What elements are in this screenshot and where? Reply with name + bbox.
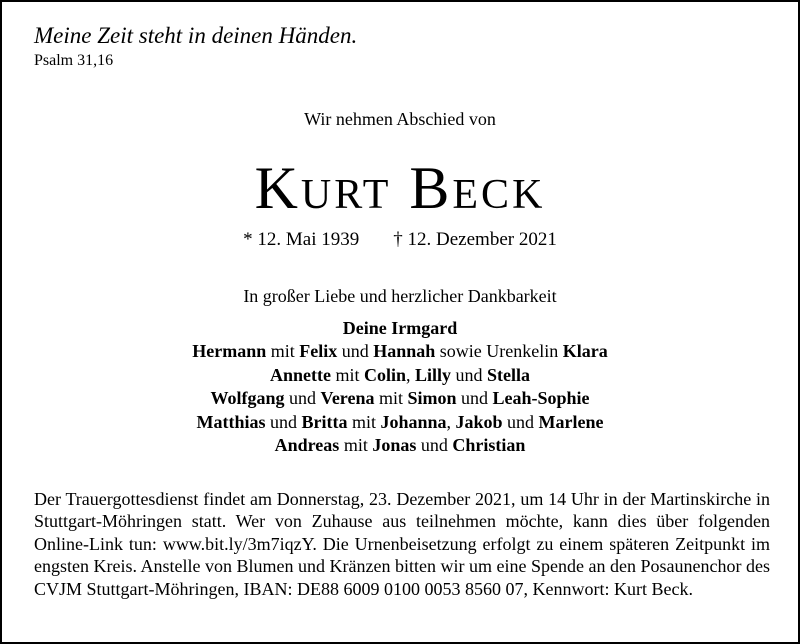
mourner-connector: , xyxy=(406,364,415,385)
mourner-connector: und xyxy=(416,435,453,456)
mourner-connector: sowie Urenkelin xyxy=(435,341,563,362)
mourner-connector: mit xyxy=(347,411,381,432)
mourner-line xyxy=(2,434,798,457)
mourner-line xyxy=(2,340,798,363)
mourner-connector: und xyxy=(456,388,493,409)
mourner-name: Johanna xyxy=(380,411,447,432)
mourner-name: Felix xyxy=(299,341,338,362)
mourner-name: Jakob xyxy=(455,411,503,432)
mourner-connector: mit xyxy=(374,388,408,409)
mourner-name: Verena xyxy=(320,388,375,409)
mourner-line xyxy=(2,364,798,387)
intro-text: Wir nehmen Abschied von xyxy=(304,109,496,129)
service-information: Der Trauergottesdienst findet am Donnerstag, 23. Dezember 2021, um 14 Uhr in der Martinskirche in Stuttgart-Möhringen statt. Wer von Zuhause aus teilnehmen möchte, kann dies über folgenden Online-Link tun: www.bit.ly/3m7iqzY. Die Urnenbeisetzung erfolgt zu einem späteren Zeitpunkt im engsten Kreis. Anstelle von Blumen und Kränzen bitten wir um eine Spende an den Posaunenchor des CVJM Stuttgart-Möhringen, IBAN: DE88 6009 0100 0053 8560 07, Kennwort: Kurt Beck. xyxy=(34,489,770,599)
life-dates xyxy=(2,228,798,252)
motto-quote: Meine Zeit steht in deinen Händen. xyxy=(34,23,358,48)
mourner-line xyxy=(2,317,798,340)
mourner-name: Jonas xyxy=(372,435,417,456)
mourner-connector: , xyxy=(446,411,456,432)
mourner-name: Britta xyxy=(301,411,348,432)
death-date: † 12. Dezember 2021 xyxy=(393,229,557,250)
mourner-name: Hermann xyxy=(192,341,267,362)
mourner-connector: mit xyxy=(330,364,364,385)
mourner-name: Andreas xyxy=(274,435,340,456)
mourner-name: Annette xyxy=(269,364,331,385)
birth-date: * 12. Mai 1939 xyxy=(243,229,360,250)
mourner-name: Wolfgang xyxy=(210,388,285,409)
mourner-name: Deine Irmgard xyxy=(342,318,458,338)
mourner-connector: und xyxy=(337,341,374,362)
mourner-name: Christian xyxy=(452,435,526,456)
mourners-list xyxy=(2,317,798,457)
mourner-name: Hannah xyxy=(373,341,436,362)
mourner-name: Klara xyxy=(562,341,608,362)
mourner-connector: und xyxy=(502,411,539,432)
mourner-name: Colin xyxy=(363,364,406,385)
mourner-name: Stella xyxy=(487,364,531,385)
mourner-connector: und xyxy=(284,388,321,409)
mourner-connector: mit xyxy=(339,435,373,456)
mourner-line xyxy=(2,387,798,410)
mourner-connector: und xyxy=(265,411,302,432)
mourner-name: Marlene xyxy=(538,411,604,432)
mourner-connector: und xyxy=(451,364,488,385)
dedication-text: In großer Liebe und herzlicher Dankbarkeit xyxy=(243,286,557,306)
mourner-name: Lilly xyxy=(415,364,452,385)
mourner-name: Leah-Sophie xyxy=(492,388,590,409)
mourner-name: Simon xyxy=(407,388,457,409)
mourner-connector: mit xyxy=(266,341,300,362)
deceased-name: Kurt Beck xyxy=(254,155,546,221)
motto-source: Psalm 31,16 xyxy=(34,52,114,69)
mourner-line xyxy=(2,411,798,434)
mourner-name: Matthias xyxy=(196,411,266,432)
